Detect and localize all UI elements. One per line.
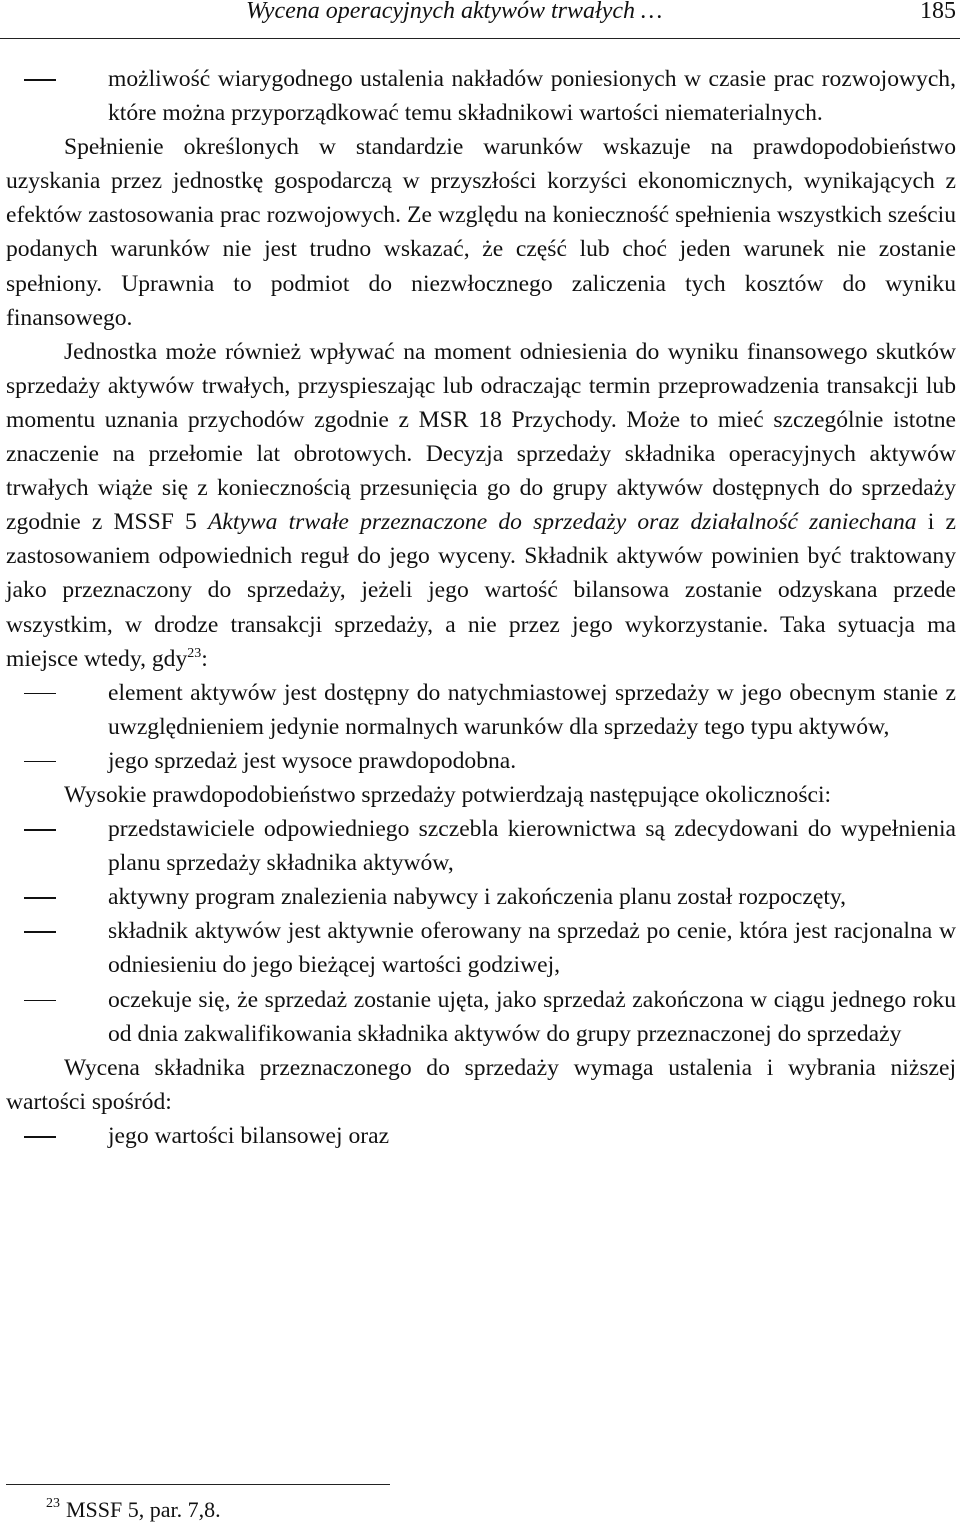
- paragraph: Spełnienie określonych w standardzie warunków wskazuje na prawdopodobieństwo uzyskania przez jednostkę gospodarczą w przyszłości korzyści ekonomicznych, wynikających z efektów zastosowania prac rozwojowych. Ze względu na konieczność spełnienia wszystkich sześciu podanych warunków nie jest trudno wskazać, że część lub choć jeden warunek nie zostanie spełniony. Uprawnia to podmiot do niezwłocznego zaliczenia tych kosztów do wyniku finansowego.: [6, 134, 956, 331]
- paragraph: [6, 335, 956, 676]
- list-item-text: możliwość wiarygodnego ustalenia nakładów poniesionych w czasie prac rozwojowych, które można przyporządkować temu składnikowi wartości niematerialnych.: [108, 66, 956, 127]
- page-number: 185: [920, 0, 956, 24]
- footnote-text: MSSF 5, par. 7,8.: [66, 1497, 221, 1522]
- paragraph: Wysokie prawdopodobieństwo sprzedaży potwierdzają następujące okoliczności:: [64, 781, 832, 808]
- list-item: [6, 62, 956, 130]
- list-item: [6, 983, 956, 1051]
- paragraph-text: :: [201, 645, 208, 672]
- footnote: [46, 1497, 221, 1523]
- footnote-number: 23: [46, 1496, 60, 1511]
- list-item-text: aktywny program znalezienia nabywcy i zakończenia planu został rozpoczęty,: [108, 884, 847, 911]
- body-text: [6, 62, 956, 1153]
- running-header: [0, 0, 960, 39]
- list-item-text: przedstawiciele odpowiedniego szczebla kierownictwa są zdecydowani do wypełnienia planu sprzedaży składnika aktywów,: [108, 816, 956, 877]
- list-item: [6, 1119, 956, 1153]
- standard-title-italic: Aktywa trwałe przeznaczone do sprzedaży oraz działalność zaniechana: [207, 509, 917, 536]
- footnote-separator: [6, 1484, 390, 1485]
- list-item: [6, 812, 956, 880]
- list-item: [6, 880, 956, 914]
- list-item-text: składnik aktywów jest aktywnie oferowany na sprzedaż po cenie, która jest racjonalna w odniesieniu do jego bieżącej wartości godziwej,: [108, 918, 956, 979]
- paragraph: Wycena składnika przeznaczonego do sprzedaży wymaga ustalenia i wybrania niższej wartości spośród:: [6, 1054, 956, 1115]
- footnote-reference[interactable]: 23: [187, 645, 202, 661]
- list-item-text: jego sprzedaż jest wysoce prawdopodobna.: [108, 747, 517, 774]
- list-item: [6, 676, 956, 744]
- running-title: Wycena operacyjnych aktywów trwałych …: [246, 0, 663, 24]
- paragraph-text: i z zastosowaniem odpowiednich reguł do jego wyceny. Składnik aktywów powinien być traktowany jako przeznaczony do sprzedaży, jeżeli jego wartość bilansowa zostanie odzyskana przede wszystkim, w drodze transakcji sprzedaży, a nie przez jego wykorzystanie. Taka sytuacja ma miejsce wtedy, gdy: [6, 509, 956, 672]
- list-item: [6, 914, 956, 982]
- list-item-text: oczekuje się, że sprzedaż zostanie ujęta, jako sprzedaż zakończona w ciągu jednego roku od dnia zakwalifikowania składnika aktywów do grupy przeznaczonej do sprzedaży: [108, 986, 956, 1047]
- list-item: [6, 744, 956, 778]
- paragraph-text: Jednostka może również wpływać na moment odniesienia do wyniku finansowego skutków sprzedaży aktywów trwałych, przyspieszając lub odraczając termin przeprowadzenia transakcji lub momentu uznania przychodów zgodnie z MSR 18 Przychody. Może to mieć szczególnie istotne znaczenie na przełomie lat obrotowych. Decyzja sprzedaży składnika operacyjnych aktywów trwałych wiąże się z koniecznością przesunięcia go do grupy aktywów dostępnych do sprzedaży zgodnie z MSSF 5: [6, 338, 956, 536]
- list-item-text: jego wartości bilansowej oraz: [108, 1122, 390, 1149]
- list-item-text: element aktywów jest dostępny do natychmiastowej sprzedaży w jego obecnym stanie z uwzględnieniem jedynie normalnych warunków dla sprzedaży tego typu aktywów,: [108, 679, 956, 740]
